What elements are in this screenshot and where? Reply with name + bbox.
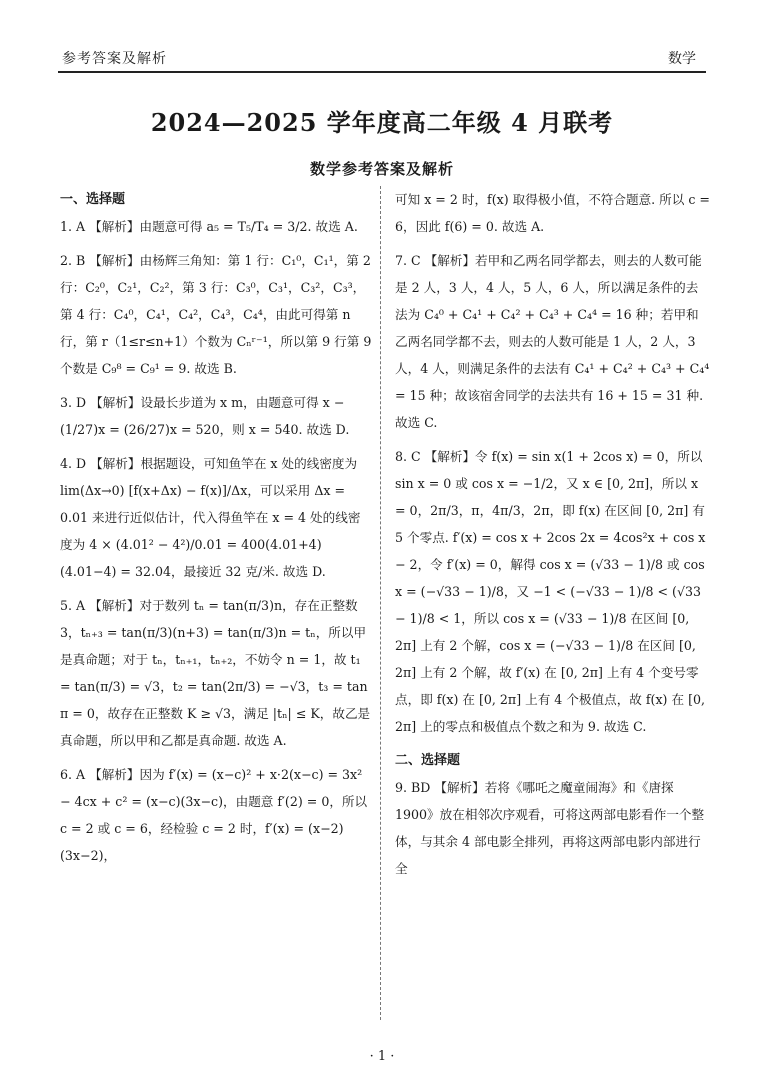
answer-item: 4. D 【解析】根据题设，可知鱼竿在 x 处的线密度为 lim(Δx→0) [f(x+Δx) − f(x)]/Δx，可以采用 Δx = 0.01 来进行近似估计，代入得鱼竿在 x = 4 处的线密度为 4 × (4.01² − 4²)/0.01 = 400(4.01+4)(4.01−4) = 32.04，最接近 32 克/米. 故选 D. [60,456,361,579]
answer-item: 2. B 【解析】由杨辉三角知：第 1 行：C₁⁰，C₁¹，第 2 行：C₂⁰，C₂¹，C₂²，第 3 行：C₃⁰，C₃¹，C₃²，C₃³，第 4 行：C₄⁰，C₄¹，C₄²，C₄³，C₄⁴，由此可得第 n 行，第 r（1≤r≤n+1）个数为 Cₙʳ⁻¹，所以第 9 行第 9 个数是 C₉⁸ = C₉¹ = 9. 故选 B. [60,253,372,376]
answer-item: 5. A 【解析】对于数列 tₙ = tan(π/3)n，存在正整数 3，tₙ₊₃ = tan(π/3)(n+3) = tan(π/3)n = tₙ，所以甲是真命题；对于 tₙ，tₙ₊₁，tₙ₊₂，不妨令 n = 1，故 t₁ = tan(π/3) = √3，t₂ = tan(2π/3) = −√3，t₃ = tan π = 0，故存在正整数 K ≥ √3，满足 |tₙ| ≤ K，故乙是真命题，所以甲和乙都是真命题. 故选 A. [60,598,371,748]
document-subtitle: 数学参考答案及解析 [309,160,454,178]
answer-item: 可知 x = 2 时，f(x) 取得极小值，不符合题意. 所以 c = 6，因此 f(6) = 0. 故选 A. [395,192,710,234]
running-header [62,46,704,68]
answer-item: 7. C 【解析】若甲和乙两名同学都去，则去的人数可能是 2 人，3 人，4 人，5 人，6 人，所以满足条件的去法为 C₄⁰ + C₄¹ + C₄² + C₄³ + C₄⁴ = 16 种；若甲和乙两名同学都不去，则去的人数可能是 1 人，2 人，3 人，4 人，则满足条件的去法有 C₄¹ + C₄² + C₄³ + C₄⁴ = 15 种；故该宿舍同学的去法共有 16 + 15 = 31 种. 故选 C. [395,253,710,430]
column-divider [380,186,381,1020]
answer-item: 9. BD 【解析】若将《哪吒之魔童闹海》和《唐探 1900》放在相邻次序观看，可将这两部电影看作一个整体，与其余 4 部电影全排列，再将这两部电影内部进行全 [395,780,705,876]
right-column [395,186,710,889]
section-heading: 一、选择题 [60,192,126,207]
answer-item: 8. C 【解析】令 f(x) = sin x(1 + 2cos x) = 0，所以 sin x = 0 或 cos x = −1/2，又 x ∈ [0, 2π]，所以 x = 0，2π/3，π，4π/3，2π，即 f(x) 在区间 [0, 2π] 有 5 个零点. f′(x) = cos x + 2cos 2x = 4cos²x + cos x − 2，令 f′(x) = 0，解得 cos x = (√33 − 1)/8 或 cos x = (−√33 − 1)/8，又 −1 < (−√33 − 1)/8 < (√33 − 1)/8 < 1，所以 cos x = (√33 − 1)/8 在区间 [0, 2π] 上有 2 个解，cos x = (−√33 − 1)/8 在区间 [0, 2π] 上有 2 个解，故 f′(x) 在 [0, 2π] 上有 4 个变号零点，即 f(x) 在 [0, 2π] 上有 4 个极值点，故 f(x) 在 [0, 2π] 上的零点和极值点个数之和为 9. 故选 C. [395,449,706,734]
left-column [60,186,372,876]
header-left-text: 参考答案及解析 [62,51,167,67]
page-number: · 1 · [369,1049,395,1064]
document-title: 2024—2025 学年度高二年级 4 月联考 [150,108,614,137]
header-subject: 数学 [668,51,696,67]
section-heading: 二、选择题 [395,753,461,768]
answer-item: 6. A 【解析】因为 f′(x) = (x−c)² + x·2(x−c) = 3x² − 4cx + c² = (x−c)(3x−c)，由题意 f′(2) = 0，所以 c = 2 或 c = 6，经检验 c = 2 时，f′(x) = (x−2)(3x−2)， [60,767,368,863]
answer-item: 1. A 【解析】由题意可得 a₅ = T₅/T₄ = 3/2. 故选 A. [60,219,358,234]
answer-item: 3. D 【解析】设最长步道为 x m，由题意可得 x − (1/27)x = (26/27)x = 520，则 x = 540. 故选 D. [60,395,350,437]
header-rule [58,71,706,73]
